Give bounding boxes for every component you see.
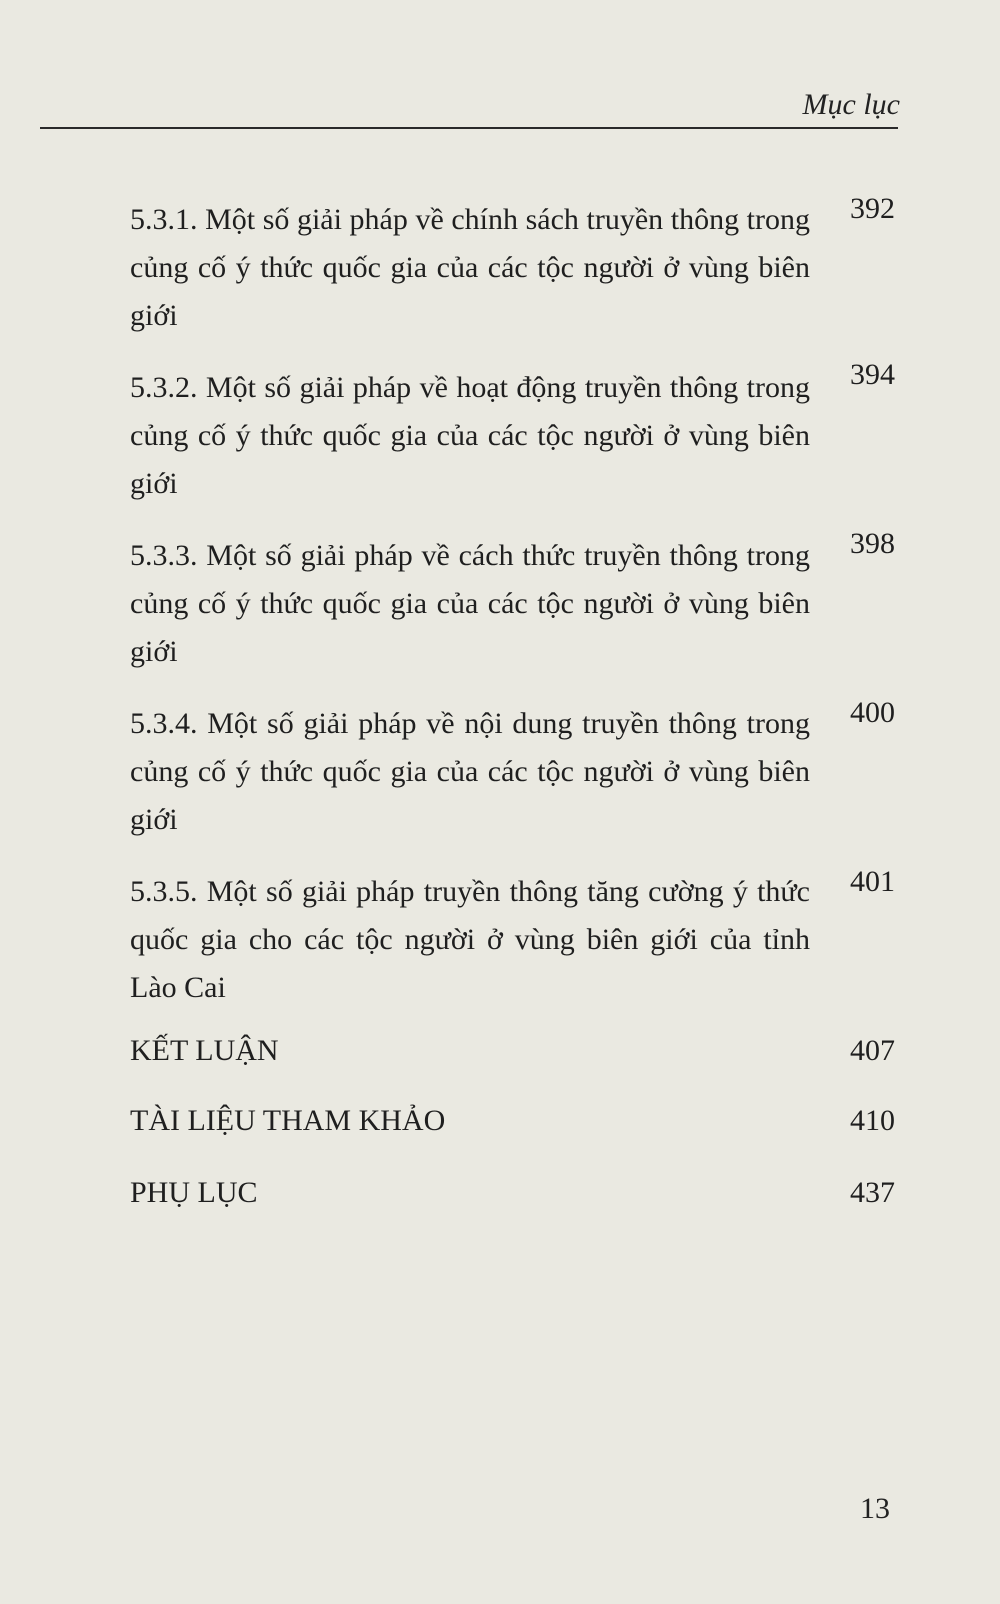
toc-entry-5-3-5 bbox=[130, 868, 810, 1012]
toc-entry-page: 392 bbox=[850, 192, 895, 225]
toc-entry-text: 5.3.1. Một số giải pháp về chính sách truyền thông trong củng cố ý thức quốc gia của các tộc người ở vùng biên giới bbox=[130, 203, 810, 332]
toc-entry-page: 401 bbox=[850, 865, 895, 898]
toc-section-ket-luan: KẾT LUẬN bbox=[130, 1034, 279, 1067]
toc-entry-5-3-2 bbox=[130, 364, 810, 508]
header-rule bbox=[40, 127, 898, 129]
toc-entry-5-3-1 bbox=[130, 196, 810, 340]
toc-entry-text: 5.3.4. Một số giải pháp về nội dung truyền thông trong củng cố ý thức quốc gia của các tộc người ở vùng biên giới bbox=[130, 707, 810, 836]
toc-section-page: 410 bbox=[850, 1104, 895, 1137]
toc-entry-5-3-4 bbox=[130, 700, 810, 844]
toc-section-page: 407 bbox=[850, 1034, 895, 1067]
toc-entry-text: 5.3.3. Một số giải pháp về cách thức truyền thông trong củng cố ý thức quốc gia của các tộc người ở vùng biên giới bbox=[130, 539, 810, 668]
toc-entry-5-3-3 bbox=[130, 532, 810, 676]
page-number: 13 bbox=[860, 1492, 890, 1525]
toc-entry-text: 5.3.5. Một số giải pháp truyền thông tăng cường ý thức quốc gia cho các tộc người ở vùng biên giới của tỉnh Lào Cai bbox=[130, 875, 810, 1004]
toc-entry-text: 5.3.2. Một số giải pháp về hoạt động truyền thông trong củng cố ý thức quốc gia của các tộc người ở vùng biên giới bbox=[130, 371, 810, 500]
toc-section-tai-lieu-tham-khao: TÀI LIỆU THAM KHẢO bbox=[130, 1104, 446, 1137]
toc-section-page: 437 bbox=[850, 1176, 895, 1209]
toc-entry-page: 400 bbox=[850, 696, 895, 729]
toc-entry-page: 398 bbox=[850, 527, 895, 560]
toc-entry-page: 394 bbox=[850, 358, 895, 391]
toc-section-phu-luc: PHỤ LỤC bbox=[130, 1176, 258, 1209]
running-header-title: Mục lục bbox=[802, 88, 900, 121]
